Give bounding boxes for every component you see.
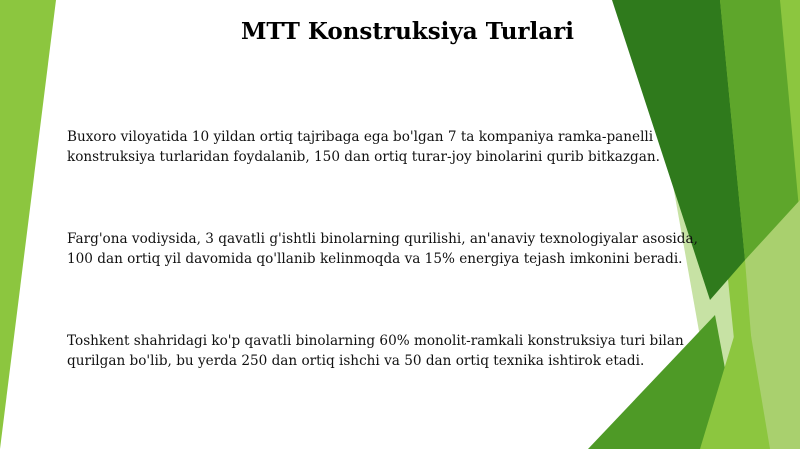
left-green-triangle bbox=[0, 0, 56, 449]
paragraph-fergana: Farg'ona vodiysida, 3 qavatli g'ishtli binolarning qurilishi, an'anaviy texnologiyalar asosida, 100 dan ortiq yil davomida qo'llanib kelinmoqda va 15% energiya tejash imkonini beradi. bbox=[67, 231, 698, 267]
paragraph-bukhara: Buxoro viloyatida 10 yildan ortiq tajribaga ega bo'lgan 7 ta kompaniya ramka-panelli konstruksiya turlaridan foydalanib, 150 dan ortiq turar-joy binolarini qurib bitkazgan. bbox=[67, 129, 660, 165]
paragraph-tashkent: Toshkent shahridagi ko'p qavatli binolarning 60% monolit-ramkali konstruksiya turi bilan qurilgan bo'lib, bu yerda 250 dan ortiq ishchi va 50 dan ortiq texnika ishtirok etadi. bbox=[67, 333, 684, 369]
slide-title: MTT Konstruksiya Turlari bbox=[240, 18, 575, 45]
